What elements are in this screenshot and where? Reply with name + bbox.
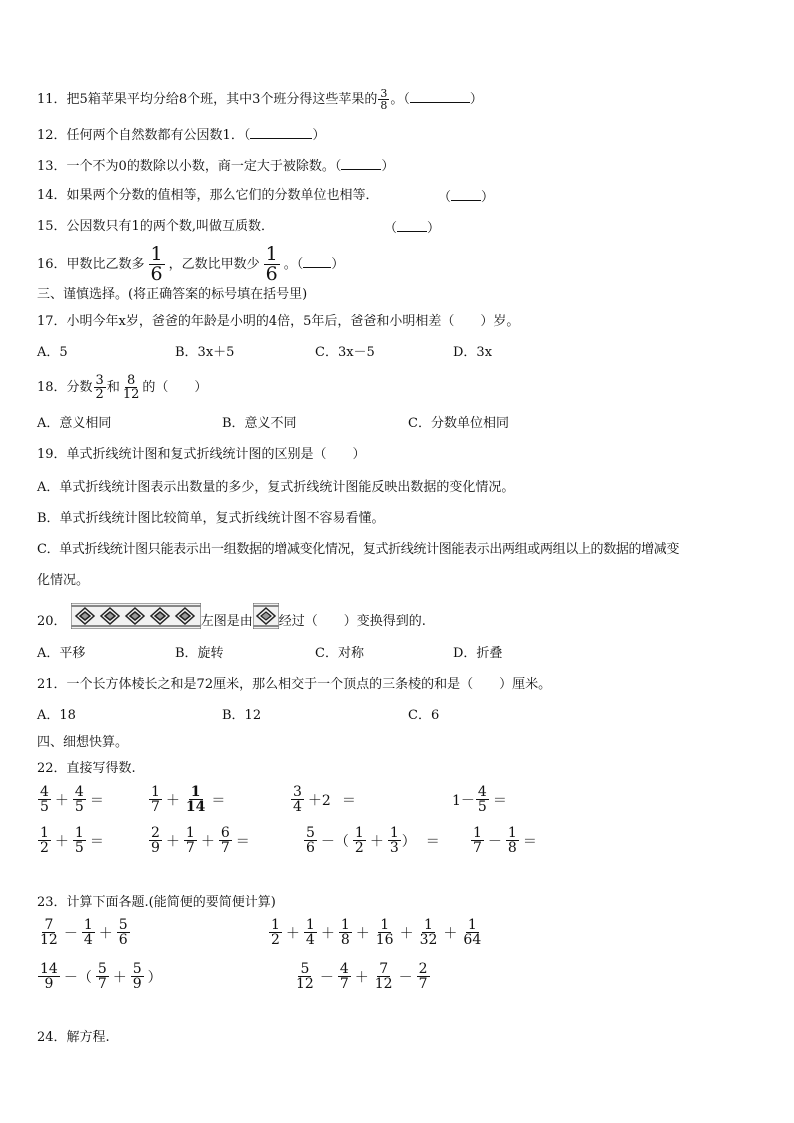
q16-fraction-1 — [149, 245, 165, 284]
q21-option-a[interactable]: A．18 — [37, 708, 76, 723]
numerator: 5 — [118, 917, 128, 933]
q15-text: 15．公因数只有1的两个数,叫做互质数． — [37, 219, 274, 234]
denominator: 7 — [339, 976, 349, 992]
numerator: 1 — [380, 917, 390, 933]
numerator: 1 — [151, 784, 160, 800]
fraction — [353, 826, 366, 855]
fraction — [471, 826, 484, 855]
denominator: 8 — [380, 99, 388, 112]
question-23-title: 23．计算下面各题.(能简便的要简便计算) — [37, 895, 276, 910]
section-4-title: 四、细想快算。 — [37, 735, 129, 750]
q19-option-b[interactable]: B．单式折线统计图比较简单，复式折线统计图不容易看懂。 — [37, 511, 385, 526]
answer-blank[interactable] — [250, 126, 312, 139]
numerator: 4 — [40, 784, 49, 800]
fraction — [38, 918, 60, 947]
fraction — [82, 918, 95, 947]
denominator: 4 — [305, 932, 315, 948]
operator: ＋ — [165, 792, 180, 809]
numerator: 1 — [340, 917, 350, 933]
question-20 — [37, 603, 426, 640]
question-21: 21．一个长方体棱长之和是72厘米，那么相交于一个顶点的三条棱的和是（ ）厘米。 — [37, 677, 552, 692]
q22-expr-5 — [37, 826, 107, 855]
q19-option-c-cont: 化情况。 — [37, 573, 90, 588]
operator: － — [398, 969, 413, 986]
denominator: 7 — [151, 799, 160, 815]
operator: －（ — [63, 969, 92, 986]
operator: ＋ — [354, 969, 369, 986]
denominator: 12 — [122, 387, 140, 402]
fraction — [476, 785, 489, 814]
operator: －（ — [320, 833, 349, 850]
numerator: 1 — [467, 917, 477, 933]
numerator: 1 — [74, 825, 84, 841]
q18-text: 18．分数 — [37, 380, 93, 395]
denominator: 8 — [340, 932, 350, 948]
denominator: 5 — [477, 799, 487, 815]
numerator: 1 — [271, 917, 280, 933]
q14-close: ） — [481, 190, 495, 205]
operator: ＋ — [320, 925, 335, 942]
equals: ＝ — [89, 833, 104, 850]
operator: ） — [147, 969, 162, 986]
fraction — [96, 962, 109, 991]
numerator: 4 — [477, 784, 487, 800]
numerator: 1 — [40, 825, 49, 841]
q13-text: 13．一个不为0的数除以小数，商一定大于被除数。（ — [37, 159, 342, 174]
q15-open: （ — [384, 221, 398, 236]
q17-option-b[interactable]: B．3x＋5 — [175, 345, 235, 360]
numerator: 2 — [418, 961, 428, 977]
numerator: 1 — [424, 917, 433, 933]
denominator: 9 — [151, 840, 160, 856]
q14-open: （ — [438, 190, 452, 205]
q23-expr-3 — [37, 962, 165, 991]
operator: ＋ — [285, 925, 300, 942]
operator: ＋ — [399, 925, 414, 942]
denominator: 12 — [296, 976, 314, 992]
q18-fraction-2 — [121, 374, 142, 401]
q18-option-b[interactable]: B．意义不同 — [222, 416, 297, 431]
denominator: 6 — [306, 840, 315, 856]
operator: 1－ — [452, 792, 475, 809]
numerator: 3 — [380, 87, 388, 100]
denominator: 2 — [271, 932, 280, 948]
q11-fraction — [378, 88, 389, 111]
denominator: 4 — [83, 932, 93, 948]
question-17: 17．小明今年x岁，爸爸的年龄是小明的4倍，5年后，爸爸和小明相差（ ）岁。 — [37, 314, 520, 329]
q14-answer — [438, 188, 494, 206]
fraction — [38, 826, 51, 855]
section-3-title: 三、谨慎选择。(将正确答案的标号填在括号里) — [37, 287, 308, 302]
q23-expr-4 — [293, 962, 431, 991]
operator: ＋ — [355, 925, 370, 942]
denominator: 64 — [463, 932, 482, 948]
q20-option-c[interactable]: C．对称 — [315, 646, 364, 661]
q14-text: 14．如果两个分数的值相等，那么它们的分数单位也相等． — [37, 188, 379, 203]
q15-answer — [384, 219, 440, 237]
q18-fraction-1 — [94, 374, 106, 401]
operator: － — [319, 969, 334, 986]
equals: ＝ — [89, 792, 104, 809]
question-11 — [37, 88, 483, 111]
answer-blank[interactable] — [303, 255, 331, 268]
operator: ＋ — [54, 792, 69, 809]
numerator: 1 — [83, 917, 93, 933]
denominator: 2 — [95, 387, 104, 402]
fraction — [304, 918, 317, 947]
q19-option-c[interactable]: C．单式折线统计图只能表示出一组数据的增减变化情况，复式折线统计图能表示出两组或两组以上的数据的增减变 — [37, 542, 680, 557]
fraction — [461, 918, 483, 947]
q11-text: 11．把5箱苹果平均分给8个班，其中3个班分得这些苹果的 — [37, 92, 378, 107]
equals: ＝ — [341, 792, 356, 809]
numerator: 1 — [265, 243, 278, 265]
numerator: 7 — [44, 917, 54, 933]
fraction — [418, 918, 440, 947]
denominator: 8 — [507, 840, 517, 856]
denominator: 6 — [118, 932, 128, 948]
numerator: 14 — [40, 961, 58, 977]
answer-blank[interactable] — [451, 188, 481, 201]
q16-fraction-2 — [264, 245, 280, 284]
q12-close: ） — [312, 128, 326, 143]
fraction — [38, 785, 51, 814]
question-15 — [37, 219, 274, 235]
question-22-title: 22．直接写得数. — [37, 761, 136, 776]
numerator: 1 — [185, 825, 195, 841]
operator: ＋ — [443, 925, 458, 942]
fraction — [373, 962, 395, 991]
denominator: 9 — [132, 976, 142, 992]
denominator: 2 — [40, 840, 49, 856]
q18-text-post: 的（ ） — [142, 380, 208, 395]
q17-option-d[interactable]: D．3x — [453, 345, 493, 360]
denominator: 7 — [418, 976, 428, 992]
pattern-unit-image — [253, 603, 279, 640]
answer-blank[interactable] — [410, 90, 470, 103]
operator: ＋ — [369, 833, 384, 850]
q22-expr-7 — [303, 826, 443, 855]
q22-expr-2 — [148, 785, 228, 814]
numerator: 5 — [300, 961, 310, 977]
denominator: 7 — [185, 840, 195, 856]
denominator: 2 — [354, 840, 364, 856]
q22-expr-4 — [452, 785, 510, 814]
equals: ＝ — [425, 833, 440, 850]
q12-text: 12．任何两个自然数都有公因数1．（ — [37, 128, 251, 143]
fraction — [304, 826, 317, 855]
operator: ＋ — [200, 833, 215, 850]
numerator: 4 — [339, 961, 349, 977]
fraction — [219, 826, 232, 855]
denominator: 4 — [293, 799, 302, 815]
fraction — [269, 918, 282, 947]
answer-blank[interactable] — [341, 157, 381, 170]
q20-option-d[interactable]: D．折叠 — [453, 646, 503, 661]
q16-text-mid: ，乙数比甲数少 — [168, 257, 260, 272]
q18-option-a[interactable]: A．意义相同 — [37, 416, 112, 431]
denominator: 6 — [150, 263, 163, 285]
question-12 — [37, 126, 325, 144]
denominator: 5 — [74, 840, 84, 856]
fraction — [149, 826, 162, 855]
numerator: 1 — [507, 825, 517, 841]
denominator: 12 — [40, 932, 58, 948]
fraction — [73, 785, 86, 814]
question-13 — [37, 157, 394, 175]
numerator: 1 — [190, 784, 201, 800]
operator: ＋2 — [307, 792, 331, 809]
fraction — [506, 826, 519, 855]
q17-option-c[interactable]: C．3x－5 — [315, 345, 375, 360]
question-14 — [37, 188, 379, 204]
q11-close: ） — [469, 92, 483, 107]
q21-option-b[interactable]: B．12 — [222, 708, 262, 723]
q16-close: ） — [331, 257, 345, 272]
q19-option-a[interactable]: A．单式折线统计图表示出数量的多少，复式折线统计图能反映出数据的变化情况。 — [37, 480, 515, 495]
operator: ＋ — [165, 833, 180, 850]
operator: ＋ — [54, 833, 69, 850]
denominator: 7 — [97, 976, 107, 992]
q22-expr-1 — [37, 785, 107, 814]
denominator: 7 — [220, 840, 230, 856]
q20-num: 20． — [37, 614, 67, 629]
fraction — [291, 785, 304, 814]
denominator: 7 — [473, 840, 482, 856]
numerator: 5 — [306, 825, 315, 841]
fraction — [184, 826, 197, 855]
q15-close: ） — [427, 221, 441, 236]
equals: ＝ — [235, 833, 250, 850]
fraction — [131, 962, 144, 991]
numerator: 4 — [74, 784, 84, 800]
q23-expr-2 — [268, 918, 484, 947]
fraction — [339, 918, 352, 947]
q18-option-c[interactable]: C．分数单位相同 — [408, 416, 509, 431]
q20-option-a[interactable]: A．平移 — [37, 646, 86, 661]
question-19: 19．单式折线统计图和复式折线统计图的区别是（ ） — [37, 447, 366, 462]
fraction — [149, 785, 162, 814]
numerator: 8 — [126, 373, 136, 388]
equals: ＝ — [211, 792, 226, 809]
denominator: 14 — [185, 799, 206, 815]
operator: － — [487, 833, 502, 850]
numerator: 1 — [473, 825, 482, 841]
fraction — [417, 962, 430, 991]
denominator: 5 — [40, 799, 49, 815]
operator: ） — [401, 833, 416, 850]
q22-expr-6 — [148, 826, 253, 855]
pattern-strip-image — [71, 603, 201, 640]
numerator: 7 — [379, 961, 389, 977]
q20-option-b[interactable]: B．旋转 — [175, 646, 224, 661]
denominator: 9 — [44, 976, 54, 992]
q21-option-c[interactable]: C．6 — [408, 708, 440, 723]
operator: ＋ — [112, 969, 127, 986]
q20-text-post: 经过（ ）变换得到的. — [278, 614, 426, 629]
q18-text-mid: 和 — [106, 380, 120, 395]
q17-option-a[interactable]: A．5 — [37, 345, 68, 360]
q20-text-mid: 左图是由 — [200, 614, 253, 629]
fraction — [388, 826, 401, 855]
numerator: 1 — [305, 917, 315, 933]
q16-text: 16．甲数比乙数多 — [37, 257, 145, 272]
denominator: 5 — [74, 799, 84, 815]
fraction — [184, 785, 207, 814]
fraction — [73, 826, 86, 855]
fraction — [38, 962, 60, 991]
equals: ＝ — [522, 833, 537, 850]
question-24-title: 24．解方程. — [37, 1030, 110, 1045]
denominator: 6 — [265, 263, 278, 285]
q16-text-post: 。（ — [283, 257, 304, 272]
numerator: 1 — [150, 243, 163, 265]
q11-text-post: 。（ — [390, 92, 410, 107]
fraction — [117, 918, 130, 947]
operator: － — [63, 925, 78, 942]
operator: ＋ — [98, 925, 113, 942]
numerator: 2 — [151, 825, 160, 841]
q22-expr-3 — [290, 785, 359, 814]
denominator: 3 — [389, 840, 399, 856]
numerator: 5 — [132, 961, 142, 977]
answer-blank[interactable] — [397, 219, 427, 232]
numerator: 1 — [389, 825, 399, 841]
question-16 — [37, 245, 344, 284]
numerator: 6 — [220, 825, 230, 841]
fraction — [338, 962, 351, 991]
numerator: 1 — [354, 825, 364, 841]
fraction — [294, 962, 316, 991]
denominator: 12 — [374, 976, 393, 992]
equals: ＝ — [492, 792, 507, 809]
fraction — [374, 918, 396, 947]
q13-close: ） — [381, 159, 395, 174]
question-18 — [37, 372, 207, 404]
q22-expr-8 — [470, 826, 540, 855]
q23-expr-1 — [37, 918, 131, 947]
numerator: 3 — [95, 373, 104, 388]
numerator: 3 — [293, 784, 302, 800]
numerator: 5 — [97, 961, 107, 977]
denominator: 32 — [419, 932, 438, 948]
denominator: 16 — [375, 932, 394, 948]
